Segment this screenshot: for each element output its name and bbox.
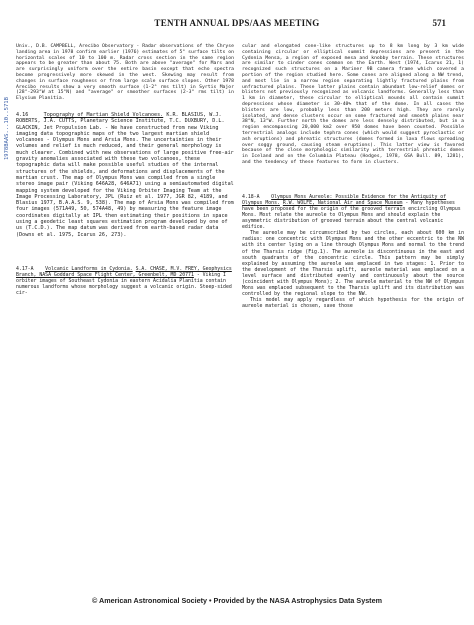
journal-title: TENTH ANNUAL DPS/AAS MEETING xyxy=(154,18,320,28)
abstract-4-18-a xyxy=(242,194,464,310)
right-column xyxy=(242,44,464,310)
abstract-number: 4.18-A xyxy=(242,193,260,200)
abstract-body: - We have constructed from new Viking imaging data topographic maps of the two largest martian shield volcanoes - Olympus Mons and Arsia Mons. The uncertainties in their volumes and relief is much reduced, and their general morphology is much clearer. Combined with new observations of large positive free-air gravity anomalies associated with these two volcanoes, these topographic data will make possible useful studies of the internal structures of the shields, and deformations and displacements of the martian crust. The map of Olympus Mons was compiled from a single stereo image pair (Viking 646A28, 646A71) using a semiautomated digital mapping system developed for the Viking Orbiter Imaging Team at the Image Processing Laboratory, JPL (Ruiz et al. 1977, JGR 82, 4189, and Blasius 1977, B.A.A.S. 9, 538). The map of Arsia Mons was compiled from four images (571A49, 50, 574A48, 49) by measuring the feature image coordinates digitally at IPL then estimating their positions in space using a geodetic least squares estimation program developed by one of us (T.C.D.). The map datum was derived from earth-based radar data (Downs et al. 1975, Icarus 26, 273). xyxy=(16,124,234,238)
abstract-authors: R.W. WOLFE, National Air and Space Museum xyxy=(282,199,403,206)
abstract-body-2: The aureole may be circumscribed by two circles, each about 600 km in radius: one concentric with Olympus Mons and the other eccentric to the NW with its center lying on a line through Olympus Mons and normal to the trend of the Tharsis ridge (Fig.1). The aureole is discontinuous in the east and south quadrants of the concentric circle. This pattern may be simply explained by assuming the aureole was emplaced in two stages: 1. Prior to the development of the Tharsis uplift, aureole material was emplaced on a level surface and distributed evenly and continuously about the source (coincident with Olympus Mons); 2. The aureole material to the NW of Olympus Mons was emplaced subsequent to the Tharsis uplift and its distribution was controlled by the regional slope to the NW. xyxy=(242,230,464,298)
abstract-body-1: - Many hypotheses have been proposed for the origin of the grooved terrain encircling Olympus Mons. Most relate the aureole to Olympus Mons and should explain the asymmetric distribution of grooved terrain about the central volcanic edifice. xyxy=(242,199,461,231)
continuation-paragraph: cular and elongated cone-like structures up to 8 km long by 3 km wide containing circular or elliptical summit depressions are present in the Cydonia Mensa, a region of exposed mesa and knobby terrain. These structures are similar to cinder cones common on the Earth. West (1974, Icarus 21, 1) recognized such structures on a Mariner 9B camera frame which covered a portion of the region studied here. Some cones are aligned along a NW trend, and most lie in a narrow region separating lightly fractured plains from unfractured plains. These latter plains contain abundant low-relief domes or blisters not previously recognized as volcanic landforms. Generally less than 1 km in diameter, these circular to elliptical mounds all contain summit depressions whose diameter is 30-40% that of the dome. In all cases the blisters are low, probably less than 200 meters high. They are rarely isolated, and dense clusters occur on some fractured and smooth plains near 38°N, 13°W. Further north the domes are less densely distributed, but in a region encompassing 20,000 km2 over 950 domes have been counted. Possible terrestrial analogs include tephra cones (which would suggest pyroclastic or ash eruptions) and phreatic structures (domes formed in lava flows spreading over soggy ground, causing steam eruptions). This latter view is favored because of the close morphologic similarity with terrestrial phreatic domes in Iceland and on the Columbia Plateau (Hodges, 1978, GSA Bull. 89, 1281), and the tendency of these features to form in clusters. xyxy=(242,44,464,165)
abstract-title: Olympus Mons Aureole: Possible Evidence for the Antiquity of Olympus Mons. xyxy=(242,193,447,206)
page-number: 571 xyxy=(432,18,446,28)
page-header xyxy=(0,18,474,32)
abstract-title: Volcanic Landforms in Cydonia. xyxy=(45,265,133,272)
left-column xyxy=(16,44,234,296)
abstract-title: Topography of Martian Shield Volcanoes. xyxy=(43,111,164,118)
abstract-number: 4.16 xyxy=(16,111,29,118)
abstract-number: 4.17-A xyxy=(16,265,34,272)
abstract-4-17-a xyxy=(16,266,234,296)
bibcode-margin-label: 1978BAAS...10..571B xyxy=(4,97,10,160)
abstract-body-3: This model may apply regardless of which hypothesis for the origin of aureole material is chosen, save those xyxy=(242,297,464,310)
abstract-body: - Viking I orbiter images of Southeast Cydonia in eastern Acidalia Planitia contain numerous landforms whose morphology suggest a volcanic origin. Steep-sided cir- xyxy=(16,272,232,297)
footer-credit: © American Astronomical Society • Provided by the NASA Astrophysics Data System xyxy=(92,596,382,605)
abstract-authors: S.A. CHASE, M.V. FREY, Geophysics Branch, NASA Goddard Space Flight Center, Greenbelt, MD 20771 xyxy=(16,265,232,278)
abstract-authors: K.R. BLASIUS, W.J. ROBERTS, J.A. CUTTS, Planetary Science Institute, T.C. DUXBURY, D.L. GLACKIN, Jet Propulsion Lab. xyxy=(16,111,225,131)
intro-paragraph: Univ., D.B. CAMPBELL, Arecibo Observatory - Radar observations of the Chryse landing area in 1978 confirm earlier (1976) estimates of 5° surface tilts on horizontal scales of 10 to 100 m. Radar cross section in the same region appears to be greater than about 75. Both are above "average" for Mars and are surprisingly uniform over the entire basin except that echo spectra become progressively more skewed in the west. Skewing may result from changes in surface roughness or from large scale surface slopes. Other 1978 Arecibo results show a very smooth surface (1-2° rms tilt) in Syrtis Major (28°-293°W at 15°N) and "average" or smoother surfaces (2-3° rms tilt) in Elysium Planitia. xyxy=(16,44,234,102)
abstract-4-16 xyxy=(16,112,234,238)
